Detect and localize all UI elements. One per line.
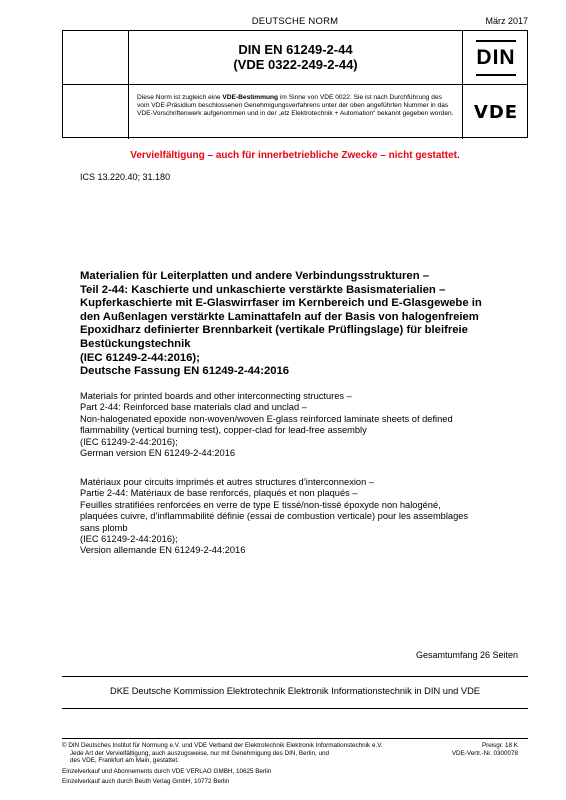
ics-code: ICS 13.220.40; 31.180 xyxy=(80,172,171,182)
title-de-line: Teil 2-44: Kaschierte und unkaschierte verstärkte Basismaterialien – xyxy=(80,283,446,296)
vde-row xyxy=(63,85,527,139)
left-blank-cell-2 xyxy=(63,85,129,139)
title-de-line: Kupferkaschierte mit E-Glaswirrfaser im Kernbereich und E-Glasgewebe in xyxy=(80,297,482,310)
divider-middle xyxy=(62,708,528,709)
total-pages: Gesamtumfang 26 Seiten xyxy=(415,650,518,660)
top-header xyxy=(62,12,528,32)
vde-notice-prefix: Diese Norm ist zugleich eine xyxy=(137,94,223,101)
divider-bottom xyxy=(62,738,528,739)
vde-notice xyxy=(129,85,463,139)
standard-number-cell xyxy=(129,31,463,84)
copy-warning: Vervielfältigung – auch für innerbetriebliche Zwecke – nicht gestattet. xyxy=(130,150,460,161)
vde-notice-bold: VDE-Bestimmung xyxy=(222,94,279,101)
title-en-line: flammability (vertical burning test), copper-clad for lead-free assembly xyxy=(80,425,367,436)
title-german xyxy=(80,270,520,379)
title-fr-line: Version allemande EN 61249-2-44:2016 xyxy=(80,545,246,556)
vde-notice-rest: im Sinne von VDE 0022. Sie ist nach Durchführung des vom VDE-Präsidium beschlossenen Genehmigungsverfahrens unter der oben angeführten Nummer in das VDE-Vorschriftenwerk aufgenommen und in der „etz Elektrotechnik + Automation“ bekannt gegeben worden. xyxy=(137,94,454,118)
left-blank-cell xyxy=(63,31,129,84)
norm-label: DEUTSCHE NORM xyxy=(251,16,339,27)
title-de-line: den Außenlagen verstärkte Laminattafeln auf der Basis von halogenfreiem xyxy=(80,310,479,323)
copyright-line-1: © DIN Deutsches Institut für Normung e.V. und VDE Verband der Elektrotechnik Elektronik Informationstechnik e.V. xyxy=(62,742,383,749)
vde-number: (VDE 0322-249-2-44) xyxy=(233,57,358,72)
title-de-line: Materialien für Leiterplatten und andere Verbindungsstrukturen – xyxy=(80,270,430,282)
title-fr-line: (IEC 61249-2-44:2016); xyxy=(80,534,178,545)
din-logo xyxy=(476,40,516,76)
title-en-line: (IEC 61249-2-44:2016); xyxy=(80,436,178,447)
copyright-line-3: des VDE, Frankfurt am Main, gestattet. xyxy=(70,757,179,764)
title-fr-line: Matériaux pour circuits imprimés et autres structures d’interconnexion – xyxy=(80,477,375,487)
title-fr-line: plaquées cuivre, d’inflammabilité définie (essai de combustion verticale) pour les assemblages xyxy=(80,511,469,522)
title-en-line: Materials for printed boards and other interconnecting structures – xyxy=(80,391,352,401)
title-english xyxy=(80,391,520,459)
title-de-line: Epoxidharz definierter Brennbarkeit (vertikale Prüflingslage) für bleifreie xyxy=(80,324,468,337)
vde-order-number: VDE-Vertr.-Nr. 0300078 xyxy=(451,749,518,757)
title-en-line: Part 2-44: Reinforced base materials clad and unclad – xyxy=(80,402,307,413)
dke-line: DKE Deutsche Kommission Elektrotechnik Elektronik Informationstechnik in DIN und VDE xyxy=(110,686,480,696)
din-logo-text: DIN xyxy=(476,45,516,69)
title-en-line: German version EN 61249-2-44:2016 xyxy=(80,448,236,459)
divider-top xyxy=(62,676,528,677)
vde-logo: VDE xyxy=(473,101,519,123)
title-row xyxy=(63,31,527,85)
standard-number: DIN EN 61249-2-44 xyxy=(238,42,353,57)
title-fr-line: Feuilles stratifiées renforcées en verre de type E tissé/non-tissé époxyde non halogéné, xyxy=(80,499,441,510)
copyright-notice xyxy=(62,742,422,765)
title-de-line: (IEC 61249-2-44:2016); xyxy=(80,351,200,364)
vde-logo-cell xyxy=(463,85,529,139)
price-group: Preisgr. 18 K xyxy=(481,742,518,749)
title-frame xyxy=(62,30,528,138)
title-fr-line: sans plomb xyxy=(80,522,128,533)
price-info xyxy=(452,742,518,757)
issue-date: März 2017 xyxy=(485,16,528,26)
title-de-line: Deutsche Fassung EN 61249-2-44:2016 xyxy=(80,365,290,378)
copyright-line-2: Jede Art der Vervielfältigung, auch auszugsweise, nur mit Genehmigung des DIN, Berlin, und xyxy=(70,749,330,757)
title-french xyxy=(80,477,520,557)
sales-vde: Einzelverkauf und Abonnements durch VDE VERLAG GMBH, 10625 Berlin xyxy=(62,768,272,775)
din-logo-cell xyxy=(463,31,529,84)
title-de-line: Bestückungstechnik xyxy=(80,337,191,350)
title-en-line: Non-halogenated epoxide non-woven/woven E-glass reinforced laminate sheets of defined xyxy=(80,413,453,424)
title-fr-line: Partie 2-44: Matériaux de base renforcés, plaqués et non plaqués – xyxy=(80,488,358,499)
sales-beuth: Einzelverkauf auch durch Beuth Verlag GmbH, 10772 Berlin xyxy=(62,778,230,785)
